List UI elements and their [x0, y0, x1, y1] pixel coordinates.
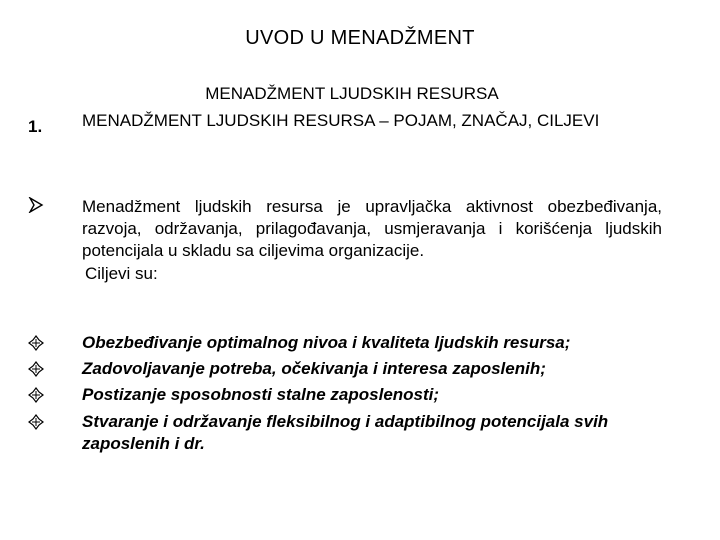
arrow-bullet-icon [28, 197, 58, 218]
diamond-bullet-icon [28, 361, 58, 382]
slide-title: UVOD U MENADŽMENT [245, 27, 475, 49]
goal-item-text: Obezbeđivanje optimalnog nivoa i kvaliteta ljudskih resursa; [82, 333, 571, 352]
slide-subtitle: MENADŽMENT LJUDSKIH RESURSA [205, 84, 499, 103]
goal-item-text: Postizanje sposobnosti stalne zaposlenosti; [82, 385, 440, 404]
diamond-bullet-icon [28, 335, 58, 356]
goal-item-text: Zadovoljavanje potreba, očekivanja i interesa zaposlenih; [82, 359, 546, 378]
diamond-bullet-icon [28, 387, 58, 408]
diamond-bullet-icon [28, 414, 58, 435]
section-heading: MENADŽMENT LJUDSKIH RESURSA – POJAM, ZNAČAJ, CILJEVI [82, 111, 600, 130]
definition-text: Menadžment ljudskih resursa je upravljačka aktivnost obezbeđivanja, razvoja, održavanja, prilagođavanja, usmjeravanja i korišćenja ljudskih potencijala u skladu sa ciljevima organizacije. [82, 197, 662, 260]
section-number: 1. [28, 117, 43, 136]
definition-block [82, 196, 662, 285]
goal-item-text: Stvaranje i održavanje fleksibilnog i adaptibilnog potencijala svih zaposlenih i dr. [82, 412, 609, 453]
goals-label: Ciljevi su: [85, 264, 158, 283]
